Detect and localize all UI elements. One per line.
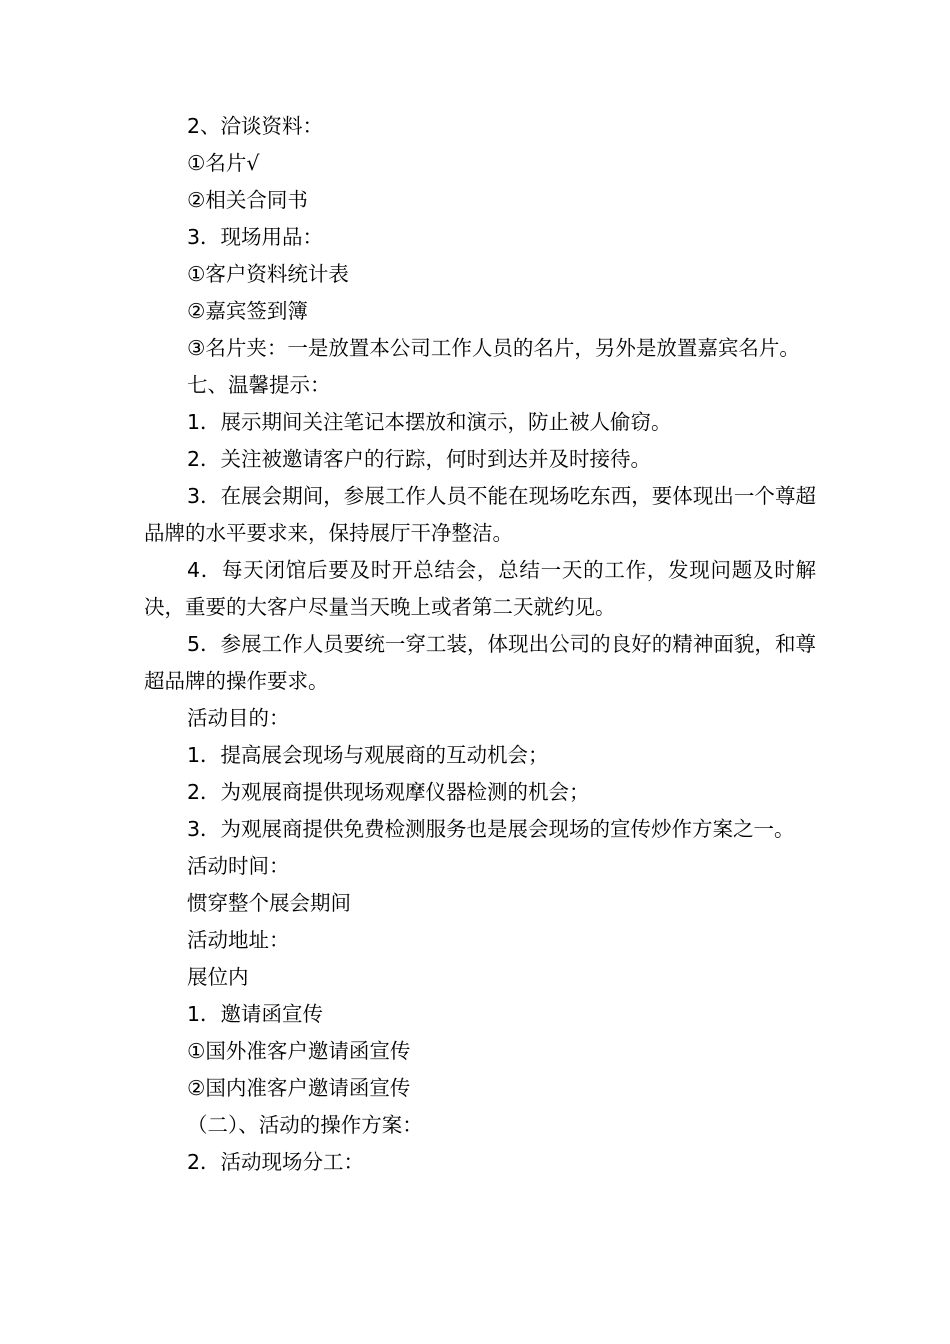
section-heading: 七、温馨提示：: [187, 373, 331, 397]
paragraph: 3．在展会期间，参展工作人员不能在现场吃东西，要体现出一个尊超品牌的水平要求来，保持展厅干净整洁。: [144, 484, 816, 545]
paragraph: 5．参展工作人员要统一穿工装，体现出公司的良好的精神面貌，和尊超品牌的操作要求。: [144, 632, 816, 693]
paragraph: ③名片夹：一是放置本公司工作人员的名片，另外是放置嘉宾名片。: [187, 336, 800, 360]
paragraph: ①客户资料统计表: [187, 262, 349, 286]
paragraph: 1．邀请函宣传: [187, 1002, 324, 1026]
paragraph: 2、洽谈资料：: [187, 114, 324, 138]
paragraph: ②相关合同书: [187, 188, 308, 212]
paragraph: 展位内: [187, 965, 249, 989]
paragraph: 惯穿整个展会期间: [187, 891, 351, 915]
section-heading: 活动时间：: [187, 854, 290, 878]
section-heading: （二）、活动的操作方案：: [187, 1113, 423, 1137]
paragraph: 2．关注被邀请客户的行踪，何时到达并及时接待。: [187, 447, 652, 471]
paragraph: 2．为观展商提供现场观摩仪器检测的机会；: [187, 780, 590, 804]
paragraph: ②嘉宾签到簿: [187, 299, 308, 323]
section-heading: 活动地址：: [187, 928, 290, 952]
paragraph: 1．提高展会现场与观展商的互动机会；: [187, 743, 549, 767]
paragraph: ②国内准客户邀请函宣传: [187, 1076, 411, 1100]
document-body: [144, 108, 816, 1181]
paragraph: ①国外准客户邀请函宣传: [187, 1039, 411, 1063]
paragraph: 3．现场用品：: [187, 225, 324, 249]
paragraph: 3．为观展商提供免费检测服务也是展会现场的宣传炒作方案之一。: [187, 817, 795, 841]
paragraph: 1．展示期间关注笔记本摆放和演示，防止被人偷窃。: [187, 410, 672, 434]
paragraph: 4．每天闭馆后要及时开总结会，总结一天的工作，发现问题及时解决，重要的大客户尽量当天晚上或者第二天就约见。: [144, 558, 816, 619]
paragraph: 2．活动现场分工：: [187, 1150, 365, 1174]
paragraph: ①名片√: [187, 151, 260, 175]
section-heading: 活动目的：: [187, 706, 290, 730]
